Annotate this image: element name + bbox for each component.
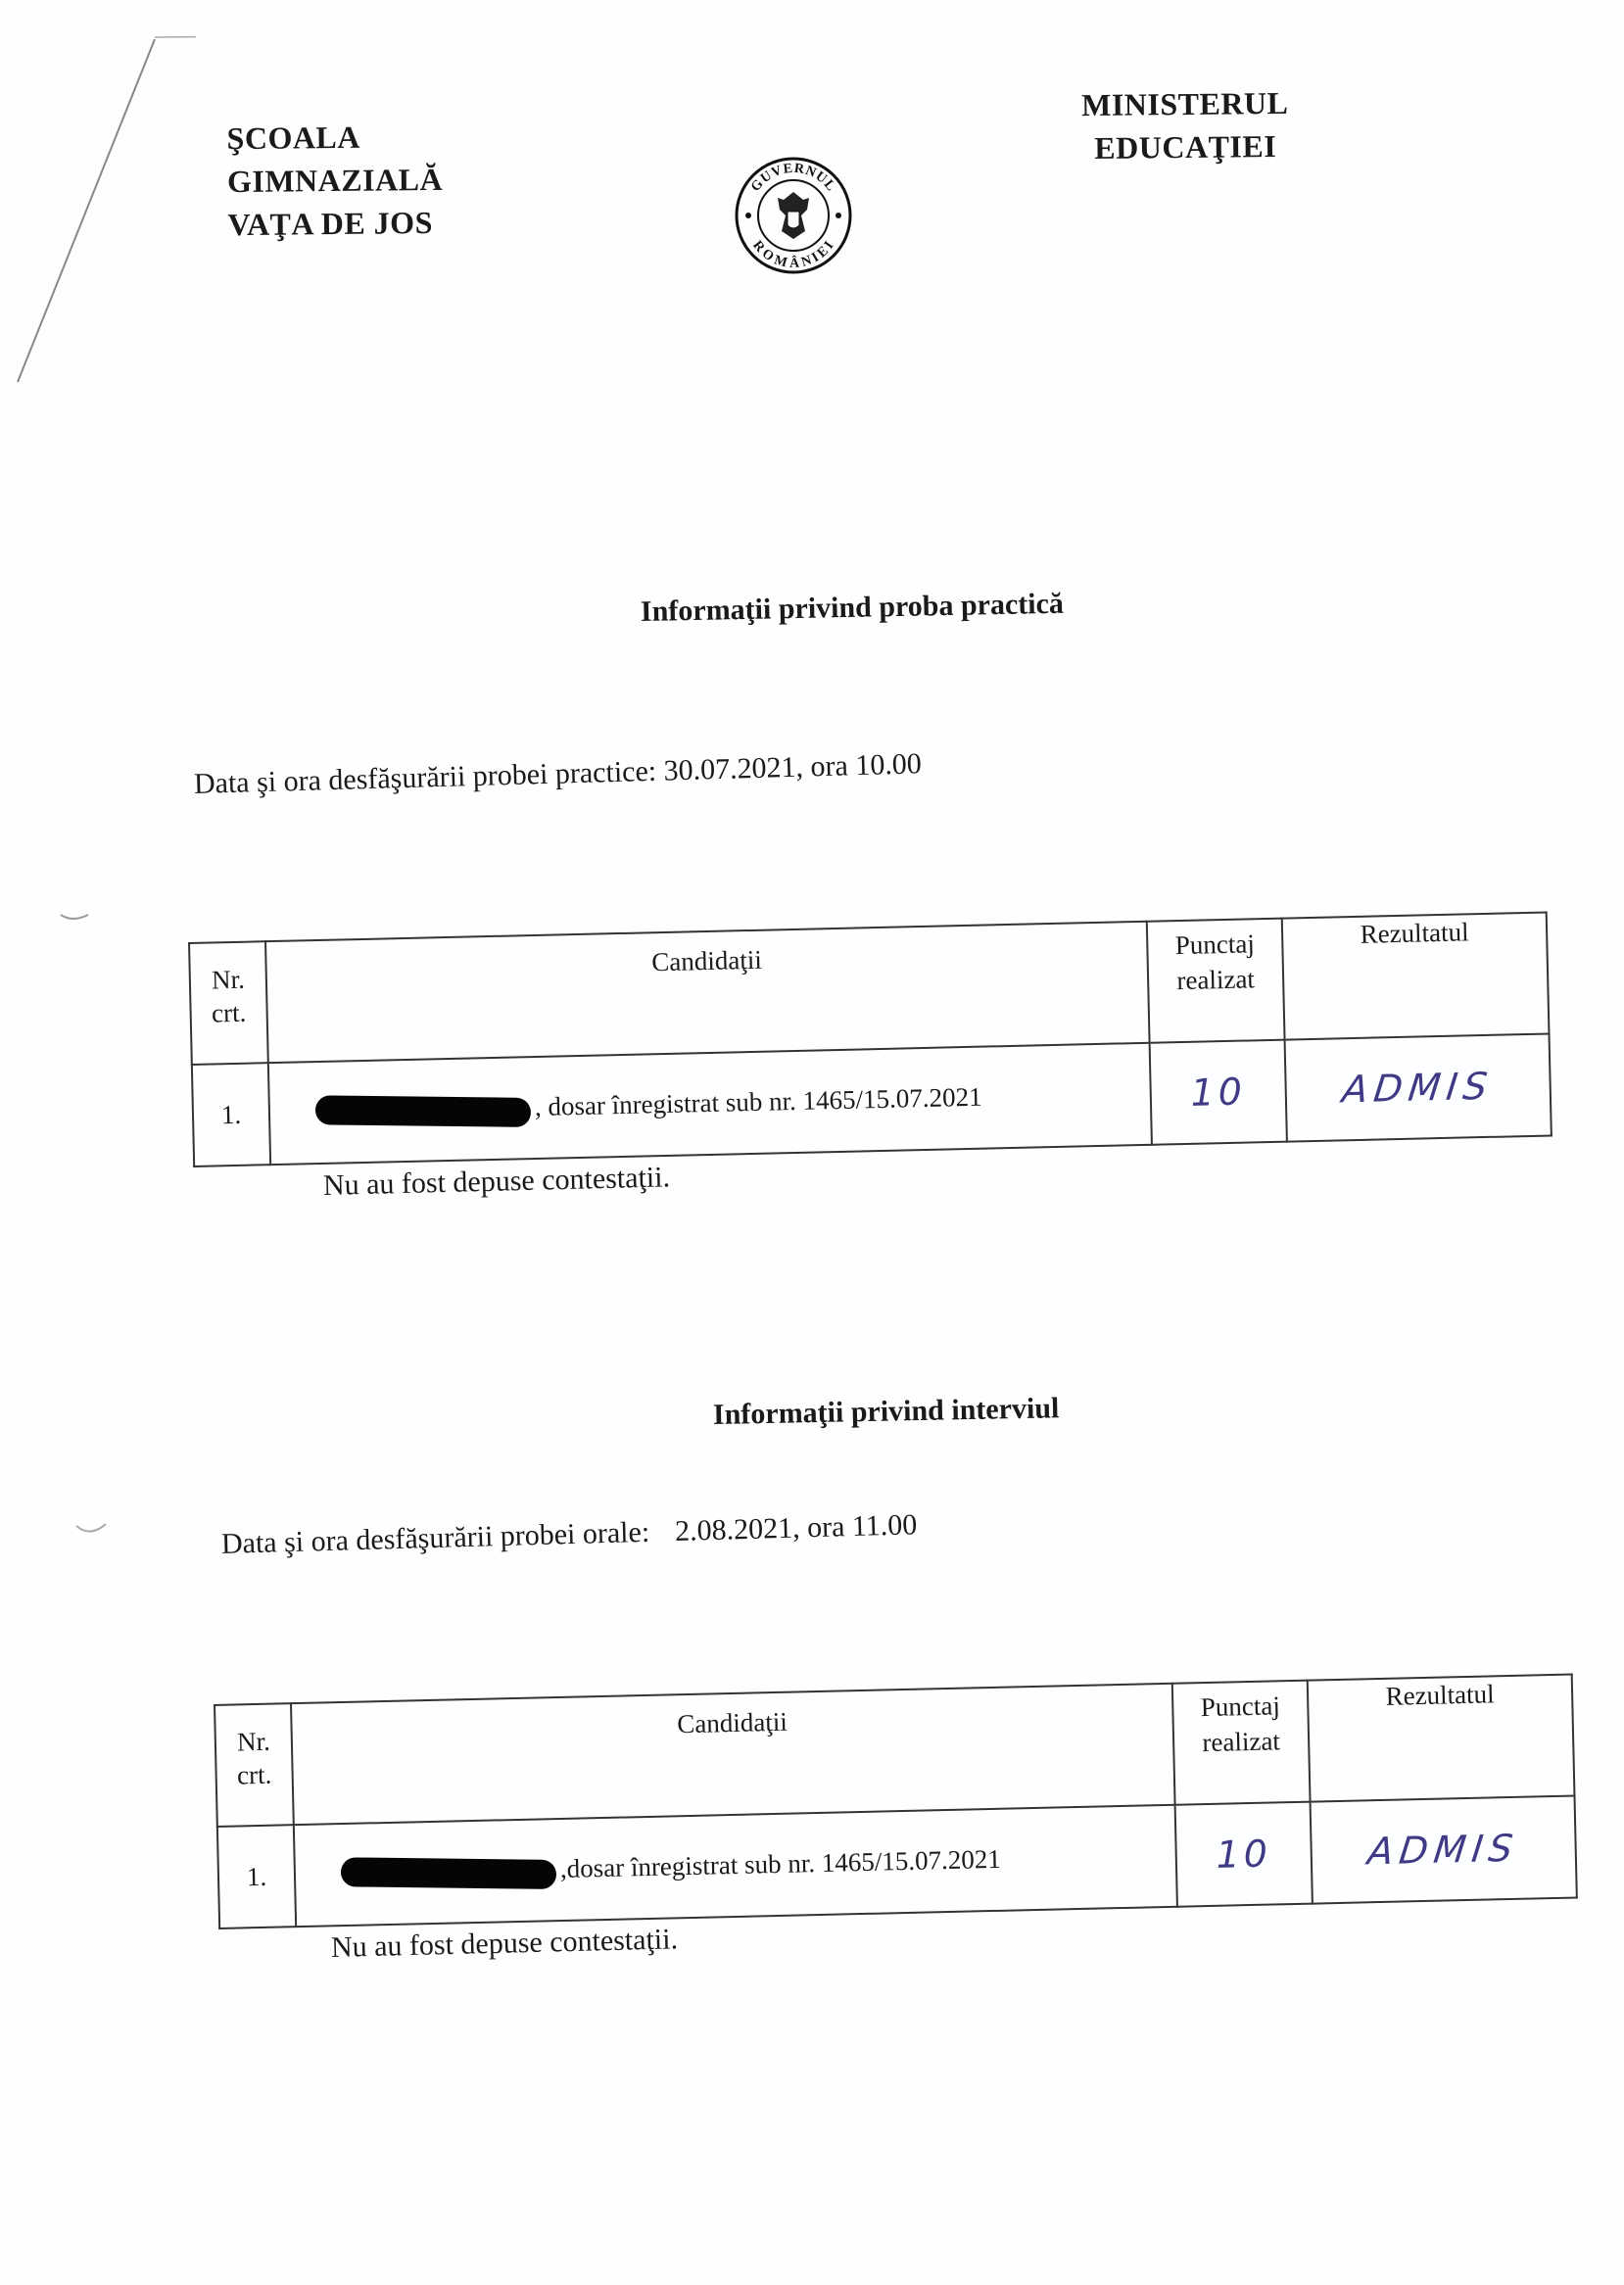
row-score [1175, 1802, 1313, 1907]
row-score [1150, 1040, 1287, 1145]
interview-date-value: 2.08.2021, ora 11.00 [674, 1508, 918, 1548]
row-result [1285, 1034, 1552, 1142]
svg-text:ROMÂNIEI [749, 238, 837, 271]
school-name [226, 115, 443, 246]
interview-date-line [221, 1508, 918, 1561]
header-nr-line-1: Nr. [236, 1726, 271, 1757]
row-nr: 1. [217, 1825, 296, 1928]
redacted-name-mark [315, 1096, 531, 1128]
scan-edge-line [0, 0, 196, 411]
ministry-line-1: MINISTERUL [1080, 84, 1289, 123]
government-seal-icon [733, 155, 854, 276]
school-line-3: VAŢA DE JOS [227, 204, 434, 243]
svg-text:GUVERNUL [748, 162, 838, 195]
ministry-name [1068, 81, 1304, 170]
header-nr-line-2: crt. [211, 997, 247, 1028]
header-score-line-1: Punctaj [1174, 928, 1256, 961]
practical-date-value: 30.07.2021, ora 10.00 [663, 747, 923, 787]
header-nr-line-2: crt. [236, 1759, 272, 1790]
seal-text-bottom: ROMÂNIEI [749, 238, 837, 271]
header-result: Rezultatul [1282, 913, 1550, 1040]
row-candidate [268, 1043, 1152, 1165]
redacted-name-mark [341, 1858, 556, 1890]
practical-heading: Informaţii privind proba practică [640, 587, 1065, 628]
school-line-1: ŞCOALA [226, 119, 361, 157]
practical-results-table [188, 912, 1552, 1167]
practical-appeals-note: Nu au fost depuse contestaţii. [322, 1161, 671, 1202]
header-nr-crt [215, 1703, 294, 1827]
practical-date-label: Data şi ora desfăşurării probei practice: [193, 754, 657, 800]
header-score [1147, 919, 1285, 1043]
handwritten-score: 10 [1216, 1832, 1272, 1877]
handwritten-result: ADMIS [1365, 1826, 1521, 1874]
header-candidates: Candidaţii [265, 922, 1150, 1063]
interview-heading: Informaţii privind interviul [712, 1392, 1060, 1431]
handwritten-result: ADMIS [1340, 1064, 1496, 1112]
row-candidate-text: ,dosar înregistrat sub nr. 1465/15.07.2021 [559, 1843, 1002, 1883]
school-line-2: GIMNAZIALĂ [226, 161, 444, 200]
handwritten-score: 10 [1190, 1070, 1247, 1115]
row-nr: 1. [192, 1063, 270, 1166]
header-result: Rezultatul [1308, 1675, 1575, 1802]
interview-results-table [214, 1674, 1578, 1929]
interview-date-label: Data şi ora desfăşurării probei orale: [220, 1515, 650, 1560]
row-candidate-text: , dosar înregistrat sub nr. 1465/15.07.2021 [534, 1081, 982, 1121]
header-nr-crt [189, 941, 268, 1065]
row-candidate [294, 1805, 1177, 1927]
header-score-line-2: realizat [1176, 964, 1256, 996]
header-nr-line-1: Nr. [211, 964, 246, 995]
header-score-line-1: Punctaj [1200, 1690, 1281, 1723]
practical-date-line [194, 747, 923, 801]
scan-smudge-mark [59, 907, 98, 927]
interview-appeals-note: Nu au fost depuse contestaţii. [330, 1923, 679, 1964]
seal-text-top: GUVERNUL [748, 161, 838, 195]
header-score [1172, 1681, 1311, 1805]
scan-smudge-mark [74, 1520, 114, 1540]
ministry-line-2: EDUCAŢIEI [1094, 128, 1277, 166]
header-candidates: Candidaţii [291, 1684, 1175, 1825]
header-score-line-2: realizat [1202, 1726, 1281, 1758]
row-result [1311, 1796, 1577, 1904]
